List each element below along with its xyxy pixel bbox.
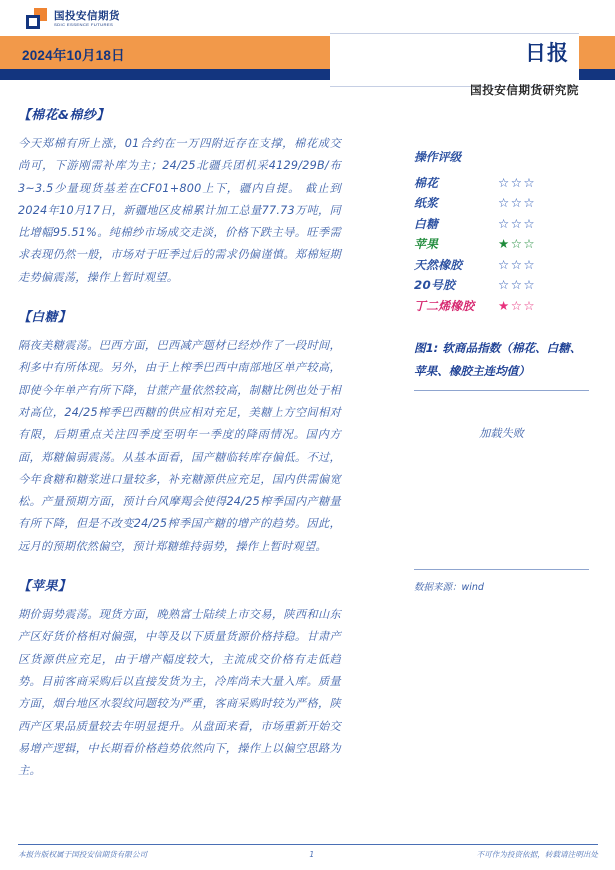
footer-disclaimer: 不可作为投资依据，转载请注明出处 [476,850,598,859]
page-header [0,0,615,100]
rating-row [414,254,602,275]
section-paragraph: 隔夜美糖震荡。巴西方面，巴西减产题材已经炒作了一段时间，利多中有所体现。另外，由于上榨季巴西中南部地区单产较高，即使今年单产有所下降，甘蔗产量依然较高，制糖比例也处于相对高位，24/25榨季巴西糖的供应相对充足，美糖上方空间相对有限，后期重点关注四季度至明年一季度的降雨情况。国内方面，郑糖偏弱震荡。从基本面看，国产糖临转库存偏低。不过，今年食糖和糖浆进口量较多，补充糖源供应充足，国内供需偏宽松。产量预期方面，预计台风摩羯会使得24/25榨季国内产糖量有所下降，但是不改变24/25榨季国产糖的增产的趋势。因此，远月的预期依然偏空，预计郑糖维持弱势，操作上暂时观望。 [18,339,341,553]
research-institute-name: 国投安信期货研究院 [470,85,579,97]
rating-stars: ☆☆☆ [498,278,537,293]
logo-mark-icon [26,8,48,30]
logo-company-name-en: SDIC ESSENCE FUTURES [54,21,114,27]
sidebar [392,104,602,593]
rating-stars: ☆☆☆ [498,257,537,272]
page-footer [18,844,598,860]
section-title: 【苹果】 [18,579,72,595]
operation-rating-table [392,148,602,316]
rating-commodity-name: 丁二烯橡胶 [414,298,475,313]
rating-commodity-name: 棉花 [414,175,439,190]
header-navy-band-right [586,69,615,80]
header-orange-band-right [586,36,615,69]
rating-commodity-name: 白糖 [414,216,439,231]
rating-row [414,172,602,193]
rating-commodity-name: 天然橡胶 [414,257,463,272]
footer-copyright: 本报告版权属于国投安信期货有限公司 [18,850,148,859]
rating-row [414,275,602,296]
footer-page-number: 1 [309,850,315,859]
rating-row [414,234,602,255]
rating-stars: ☆☆☆ [498,196,537,211]
rating-commodity-name: 纸浆 [414,196,439,211]
section-title: 【棉花&棉纱】 [18,108,110,123]
figure-caption: 图1: 软商品指数（棉花、白糖、苹果、橡胶主连均值） [414,340,582,378]
rating-rows-container [392,172,602,316]
rating-commodity-name: 20号胶 [414,278,456,293]
rating-commodity-name: 苹果 [414,237,439,252]
section-title: 【白糖】 [18,310,72,326]
figure-data-source: 数据来源：wind [414,581,484,593]
rating-row [414,213,602,234]
operation-rating-heading: 操作评级 [414,150,462,164]
rating-stars: ★☆☆ [498,237,537,252]
rating-row [414,193,602,214]
rating-stars: ☆☆☆ [498,216,537,231]
chart-load-failed-message: 加载失败 [479,426,524,440]
rating-row [414,295,602,316]
section-cotton [18,104,341,289]
rating-stars: ★☆☆ [498,298,537,313]
figure-chart-area [414,390,589,571]
section-paragraph: 期价弱势震荡。现货方面，晚熟富士陆续上市交易，陕西和山东产区好货价格相对偏强，中等及以下质量货源价格持稳。甘肃产区货源供应充足，由于增产幅度较大，主流成交价格有走低趋势。目前客商采购后以直接发货为主，冷库尚未大量入库。质量方面，烟台地区水裂纹问题较为严重，客商采购时较为严格，陕西产区果品质量较去年明显提升。从盘面来看，市场重新开始交易增产逻辑，中长期看价格趋势依然向下，操作上以偏空思路为主。 [18,608,341,778]
company-logo [26,8,120,30]
report-date: 2024年10月18日 [22,48,125,63]
report-type-title: 日报 [525,42,569,65]
logo-company-name-cn: 国投安信期货 [54,9,120,22]
rating-stars: ☆☆☆ [498,175,537,190]
section-apple [18,575,341,782]
section-sugar [18,306,341,558]
figure-bottom-rule [414,569,589,570]
article-body [18,104,341,799]
section-paragraph: 今天郑棉有所上涨，01合约在一万四附近存在支撑，棉花成交尚可，下游刚需补库为主；24/25北疆兵团机采4129/29B/布3~3.5少量现货基差在CF01+800上下，疆内自提。 截止到2024年10月17日，新疆地区皮棉累计加工总量77.73万吨，同比增幅95.51%。纯棉纱市场成交走淡，价格下跌主导。旺季需求表现仍然一般，市场对于旺季过后的需求仍偏谨慎。郑棉短期走势偏震荡，操作上暂时观望。 [18,137,341,284]
